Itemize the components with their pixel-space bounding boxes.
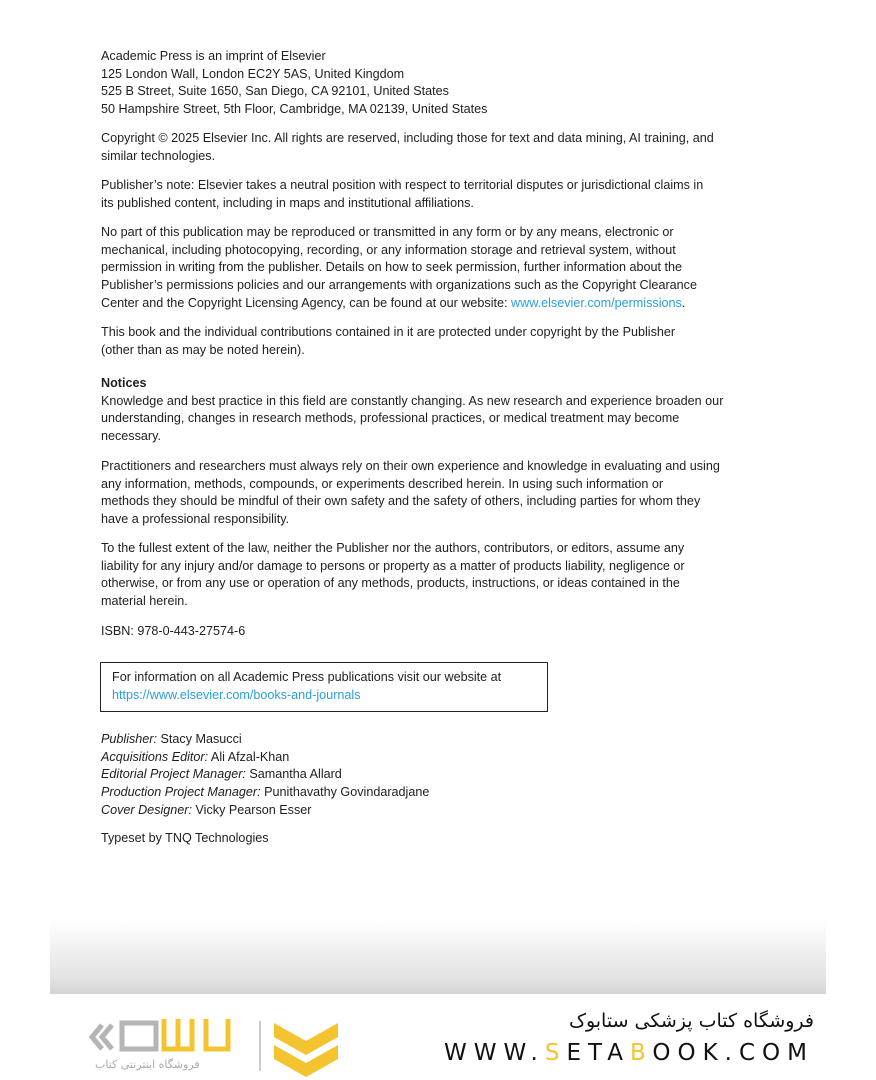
text-line: Publisher’s permissions policies and our arrangements with organizations such as the Copyright Clearance xyxy=(101,278,697,293)
reproduction-paragraph xyxy=(101,224,697,313)
notices-paragraph-3 xyxy=(101,540,685,611)
copyright-paragraph xyxy=(101,130,714,165)
text-line: No part of this publication may be reproduced or transmitted in any form or by any means, electronic or xyxy=(101,225,674,239)
credit-name: Vicky Pearson Esser xyxy=(192,802,312,817)
protection-paragraph xyxy=(101,324,675,359)
credit-name: Samantha Allard xyxy=(245,767,342,782)
typeset-credit xyxy=(101,830,269,848)
notices-paragraph-2 xyxy=(101,458,720,529)
text-line: (other than as may be noted herein). xyxy=(101,342,305,357)
url-part: WWW. xyxy=(443,1040,545,1066)
publisher-address xyxy=(101,48,487,119)
credit-role: Publisher: xyxy=(101,732,158,746)
text-line: mechanical, including photocopying, recording, or any information storage and retrieval system, without xyxy=(101,242,676,257)
text-line: Practitioners and researchers must always rely on their own experience and knowledge in evaluating and using xyxy=(101,459,720,473)
info-box xyxy=(100,662,548,712)
setabook-footer xyxy=(444,1010,814,1066)
credits-list xyxy=(101,731,429,820)
text-line xyxy=(101,295,697,313)
text-line: necessary. xyxy=(101,429,161,444)
publisher-note-paragraph xyxy=(101,177,703,212)
text-line: Publisher’s note: Elsevier takes a neutral position with respect to territorial disputes or jurisdictional claims in xyxy=(101,178,704,192)
credit-name: Punithavathy Govindaradjane xyxy=(260,785,430,800)
text-line: otherwise, or from any use or operation of any methods, products, instructions, or ideas contained in the xyxy=(101,576,680,591)
address-line: 50 Hampshire Street, 5th Floor, Cambridge, MA 02139, United States xyxy=(101,102,488,117)
credit-production-pm xyxy=(101,784,429,802)
store-title: فروشگاه کتاب پزشکی ستابوک xyxy=(568,1010,814,1032)
credit-cover-designer xyxy=(101,802,429,820)
notices-section xyxy=(101,375,723,446)
credit-role: Cover Designer: xyxy=(101,802,192,817)
text-segment: Center and the Copyright Licensing Agency, can be found at our website: xyxy=(101,295,512,310)
text-line: To the fullest extent of the law, neither the Publisher nor the authors, contributors, or editors, assume any xyxy=(101,541,685,555)
text-line: understanding, changes in research methods, professional practices, or medical treatment may become xyxy=(101,411,680,426)
url-part: S xyxy=(544,1040,567,1066)
text-line: have a professional responsibility. xyxy=(101,512,290,527)
text-line: any information, methods, compounds, or experiments described herein. In using such information or xyxy=(101,476,664,491)
notices-heading: Notices xyxy=(101,376,147,390)
isbn-text: ISBN: 978-0-443-27574-6 xyxy=(101,624,246,638)
url-part: OOK.COM xyxy=(652,1040,814,1066)
address-line: Academic Press is an imprint of Elsevier xyxy=(101,49,326,63)
text-line: similar technologies. xyxy=(101,148,216,163)
credit-role: Acquisitions Editor: xyxy=(101,749,209,764)
text-line: liability for any injury and/or damage to persons or property as a matter of products liability, negligence or xyxy=(101,558,685,573)
books-journals-link[interactable]: https://www.elsevier.com/books-and-journals xyxy=(112,687,361,702)
text-line: material herein. xyxy=(101,594,188,609)
text-line: Knowledge and best practice in this field are constantly changing. As new research and experience broaden our xyxy=(101,393,724,408)
text-line: permission in writing from the publisher. Details on how to seek permission, further information about the xyxy=(101,260,682,275)
url-part: B xyxy=(630,1040,653,1066)
credit-publisher xyxy=(101,731,429,749)
text-line: methods they should be mindful of their own safety and the safety of others, including parties for whom they xyxy=(101,494,701,509)
store-url[interactable] xyxy=(444,1040,814,1066)
text-line: Copyright © 2025 Elsevier Inc. All rights are reserved, including those for text and data mining, AI training, and xyxy=(101,131,714,145)
text-line: its published content, including in maps and institutional affiliations. xyxy=(101,195,474,210)
credit-name: Ali Afzal-Khan xyxy=(208,749,290,764)
address-line: 125 London Wall, London EC2Y 5AS, United Kingdom xyxy=(101,66,405,81)
info-box-text: For information on all Academic Press publications visit our website at xyxy=(112,670,502,684)
logo-subtitle: فروشگاه اینترنتی کتاب xyxy=(95,1058,200,1071)
credit-acquisitions-editor xyxy=(101,749,429,767)
address-line: 525 B Street, Suite 1650, San Diego, CA 92101, United States xyxy=(101,84,449,99)
permissions-link[interactable]: www.elsevier.com/permissions xyxy=(511,295,682,310)
text-line: This book and the individual contributions contained in it are protected under copyright by the Publisher xyxy=(101,325,676,339)
isbn xyxy=(101,623,245,641)
url-part: ETA xyxy=(566,1040,631,1066)
typeset-text: Typeset by TNQ Technologies xyxy=(101,831,269,845)
text-segment: . xyxy=(681,295,686,310)
page-shadow xyxy=(50,920,826,994)
credit-editorial-pm xyxy=(101,766,429,784)
credit-role: Production Project Manager: xyxy=(101,785,261,800)
credit-name: Stacy Masucci xyxy=(157,732,242,746)
credit-role: Editorial Project Manager: xyxy=(101,767,246,782)
